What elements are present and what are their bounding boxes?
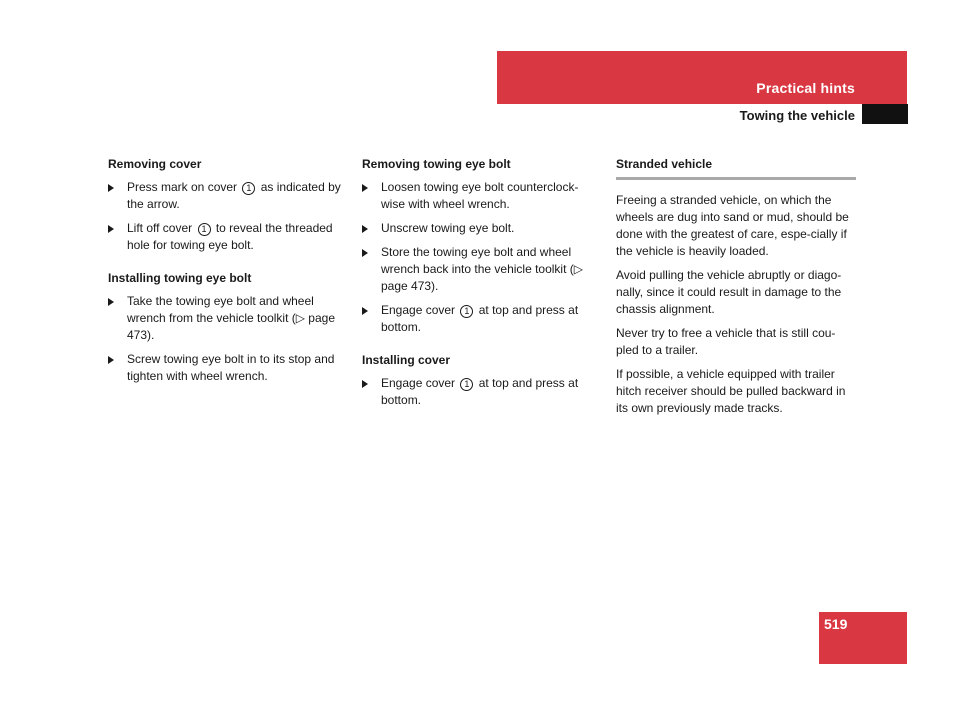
column-3 [616, 156, 856, 424]
subsection-title: Towing the vehicle [739, 108, 855, 123]
heading-installing-towing-eye-bolt: Installing towing eye bolt [108, 271, 252, 285]
list-item: Loosen towing eye bolt counterclock-wise with wheel wrench. [362, 179, 598, 213]
column-2 [362, 156, 598, 416]
list-removing-cover [108, 179, 348, 254]
heading-stranded-vehicle: Stranded vehicle [616, 156, 856, 180]
triangle-bullet-icon [362, 307, 368, 315]
header-black-tab [862, 104, 908, 124]
list-item: Take the towing eye bolt and wheel wrench from the vehicle toolkit (▷ page 473). [108, 293, 348, 344]
callout-number: 1 [460, 378, 473, 391]
heading-removing-towing-eye-bolt: Removing towing eye bolt [362, 157, 511, 171]
triangle-bullet-icon [108, 356, 114, 364]
list-item: Press mark on cover 1 as indicated by the arrow. [108, 179, 348, 213]
heading-installing-cover: Installing cover [362, 353, 451, 367]
list-item: Screw towing eye bolt in to its stop and tighten with wheel wrench. [108, 351, 348, 385]
triangle-bullet-icon [362, 225, 368, 233]
page-number: 519 [824, 616, 848, 632]
list-removing-towing-eye-bolt [362, 179, 598, 336]
list-item: Lift off cover 1 to reveal the threaded hole for towing eye bolt. [108, 220, 348, 254]
section-title: Practical hints [756, 80, 855, 96]
callout-number: 1 [460, 305, 473, 318]
list-installing-cover [362, 375, 598, 409]
paragraph: Avoid pulling the vehicle abruptly or diago-nally, since it could result in damage to the chassis alignment. [616, 268, 842, 316]
callout-number: 1 [242, 182, 255, 195]
triangle-bullet-icon [362, 380, 368, 388]
list-installing-towing-eye-bolt [108, 293, 348, 385]
callout-number: 1 [198, 223, 211, 236]
heading-removing-cover: Removing cover [108, 157, 202, 171]
triangle-bullet-icon [362, 249, 368, 257]
paragraph: If possible, a vehicle equipped with trailer hitch receiver should be pulled backward in its own previously made tracks. [616, 367, 846, 415]
paragraph: Never try to free a vehicle that is still cou-pled to a trailer. [616, 326, 836, 357]
header-red-band [497, 51, 907, 104]
triangle-bullet-icon [362, 184, 368, 192]
triangle-bullet-icon [108, 298, 114, 306]
list-item: Unscrew towing eye bolt. [362, 220, 598, 237]
list-item: Engage cover 1 at top and press at bottom. [362, 375, 598, 409]
list-item: Engage cover 1 at top and press at bottom. [362, 302, 598, 336]
triangle-bullet-icon [108, 225, 114, 233]
column-1 [108, 156, 348, 392]
paragraph: Freeing a stranded vehicle, on which the wheels are dug into sand or mud, should be done with the greatest of care, espe-cially if the vehicle is heavily loaded. [616, 193, 849, 258]
list-item: Store the towing eye bolt and wheel wrench back into the vehicle toolkit (▷ page 473). [362, 244, 598, 295]
triangle-bullet-icon [108, 184, 114, 192]
